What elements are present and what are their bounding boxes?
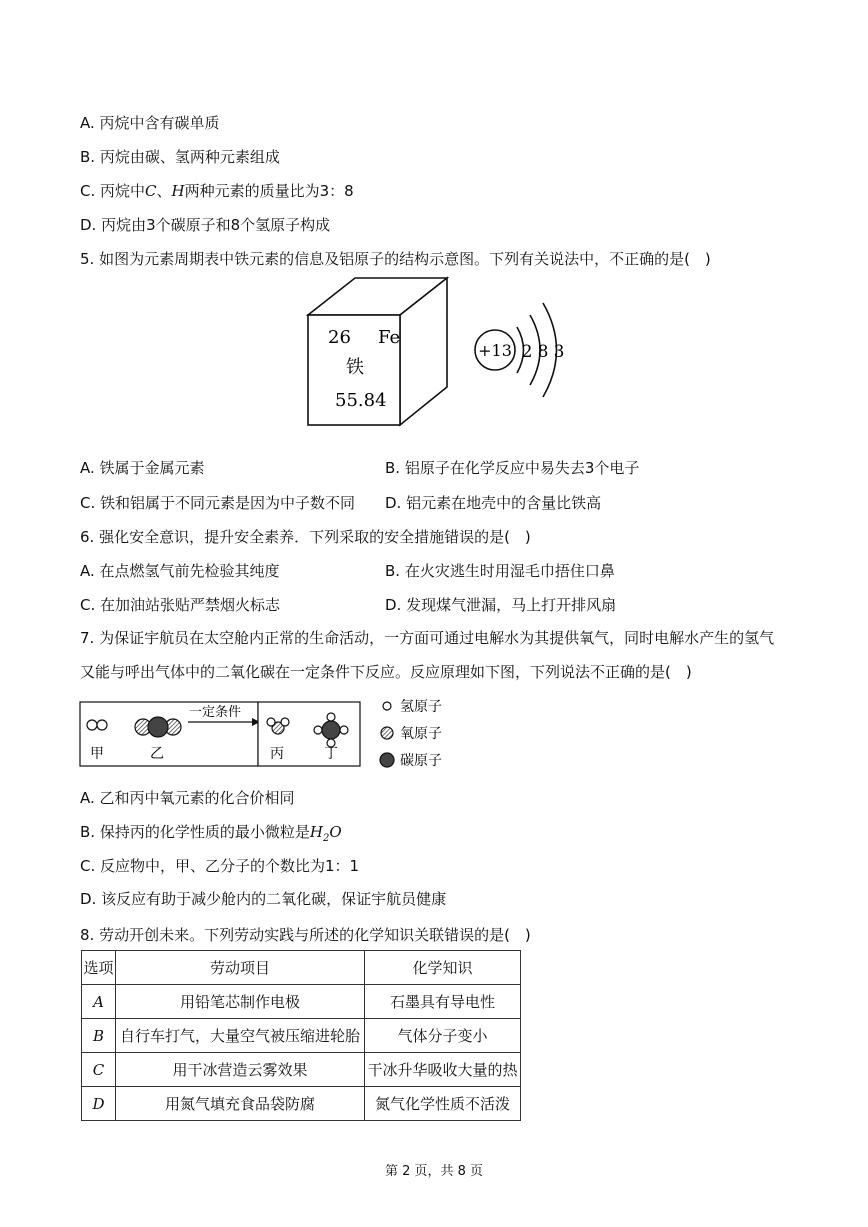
q5-stem: 5. 如图为元素周期表中铁元素的信息及铝原子的结构示意图。下列有关说法中，不正确的是( ) xyxy=(80,250,711,268)
shell-2-electrons: 8 xyxy=(537,342,549,362)
label-ding: 丁 xyxy=(324,746,338,762)
atomic-number: 26 xyxy=(328,327,351,348)
q6-option-d: D. 发现煤气泄漏，马上打开排风扇 xyxy=(385,596,617,614)
header-labor-project: 劳动项目 xyxy=(116,951,365,985)
row-project: 用干冰营造云雾效果 xyxy=(116,1053,365,1087)
nucleus-charge: +13 xyxy=(478,341,512,360)
q7-option-a: A. 乙和丙中氧元素的化合价相同 xyxy=(80,789,295,807)
q5-option-c: C. 铁和铝属于不同元素是因为中子数不同 xyxy=(80,494,356,512)
row-option: C xyxy=(82,1053,116,1087)
header-chem-knowledge: 化学知识 xyxy=(365,951,521,985)
label-bing: 丙 xyxy=(270,746,284,762)
q6-option-b: B. 在火灾逃生时用湿毛巾捂住口鼻 xyxy=(385,562,615,580)
row-project: 用氮气填充食品袋防腐 xyxy=(116,1087,365,1121)
q7-option-d: D. 该反应有助于减少舱内的二氧化碳，保证宇航员健康 xyxy=(80,890,447,908)
row-knowledge: 气体分子变小 xyxy=(365,1019,521,1053)
header-option: 选项 xyxy=(82,951,116,985)
q7-option-c: C. 反应物中，甲、乙分子的个数比为1：1 xyxy=(80,857,360,875)
row-knowledge: 石墨具有导电性 xyxy=(365,985,521,1019)
formula-h: H xyxy=(309,823,323,841)
row-knowledge: 干冰升华吸收大量的热 xyxy=(365,1053,521,1087)
q8-stem: 8. 劳动开创未来。下列劳动实践与所述的化学知识关联错误的是( ) xyxy=(80,926,531,944)
row-project: 用铅笔芯制作电极 xyxy=(116,985,365,1019)
label-jia: 甲 xyxy=(90,746,104,762)
q4-option-c-suffix: 两种元素的质量比为3：8 xyxy=(184,182,354,200)
formula-o: O xyxy=(329,823,342,841)
row-knowledge: 氮气化学性质不活泼 xyxy=(365,1087,521,1121)
formula-subscript: 2 xyxy=(322,833,330,844)
legend-hydrogen: 氢原子 xyxy=(400,699,442,715)
legend-oxygen: 氧原子 xyxy=(400,726,442,742)
label-yi: 乙 xyxy=(150,746,164,762)
q6-stem: 6. 强化安全意识，提升安全素养．下列采取的安全措施错误的是( ) xyxy=(80,528,531,546)
shell-3-electrons: 3 xyxy=(553,342,565,362)
symbol-c: C xyxy=(145,182,157,200)
table-row xyxy=(82,1087,521,1121)
q4-option-b: B. 丙烷由碳、氢两种元素组成 xyxy=(80,148,280,166)
legend-carbon: 碳原子 xyxy=(400,753,442,769)
q4-option-a: A. 丙烷中含有碳单质 xyxy=(80,114,220,132)
q4-option-c xyxy=(80,181,354,201)
q4-option-d: D. 丙烷由3个碳原子和8个氢原子构成 xyxy=(80,216,331,234)
q5-option-b: B. 铝原子在化学反应中易失去3个电子 xyxy=(385,459,640,477)
table-row xyxy=(82,985,521,1019)
q7-option-b xyxy=(80,822,342,849)
q7-stem-line-2: 又能与呼出气体中的二氧化碳在一定条件下反应。反应原理如下图，下列说法不正确的是( ) xyxy=(80,663,692,681)
element-symbol: Fe xyxy=(378,327,401,348)
page-footer: 第 2 页，共 8 页 xyxy=(384,1164,484,1179)
q4-option-c-prefix: C. 丙烷中 xyxy=(80,182,146,200)
reaction-diagram xyxy=(78,692,458,777)
q6-option-a: A. 在点燃氢气前先检验其纯度 xyxy=(80,562,280,580)
row-option: D xyxy=(82,1087,116,1121)
q7-option-b-text: B. 保持丙的化学性质的最小微粒是 xyxy=(80,823,310,841)
element-name: 铁 xyxy=(346,357,364,378)
table-row xyxy=(82,1053,521,1087)
q7-stem-line-1: 7. 为保证宇航员在太空舱内正常的生命活动，一方面可通过电解水为其提供氧气，同时电解水产生的氢气 xyxy=(80,629,775,647)
aluminum-atom-structure-diagram xyxy=(470,295,580,405)
row-option: B xyxy=(82,1019,116,1053)
reaction-condition: 一定条件 xyxy=(189,705,242,720)
atomic-mass: 55.84 xyxy=(335,390,387,411)
periodic-table-cell-figure xyxy=(300,270,460,435)
table-row xyxy=(82,1019,521,1053)
shell-1-electrons: 2 xyxy=(521,342,533,362)
q8-table xyxy=(81,950,521,1121)
symbol-h: H xyxy=(171,182,185,200)
row-project: 自行车打气，大量空气被压缩进轮胎 xyxy=(116,1019,365,1053)
separator: 、 xyxy=(156,182,172,200)
row-option: A xyxy=(82,985,116,1019)
table-header-row xyxy=(82,951,521,985)
q6-option-c: C. 在加油站张贴严禁烟火标志 xyxy=(80,596,281,614)
q5-option-d: D. 铝元素在地壳中的含量比铁高 xyxy=(385,494,602,512)
q5-option-a: A. 铁属于金属元素 xyxy=(80,459,205,477)
